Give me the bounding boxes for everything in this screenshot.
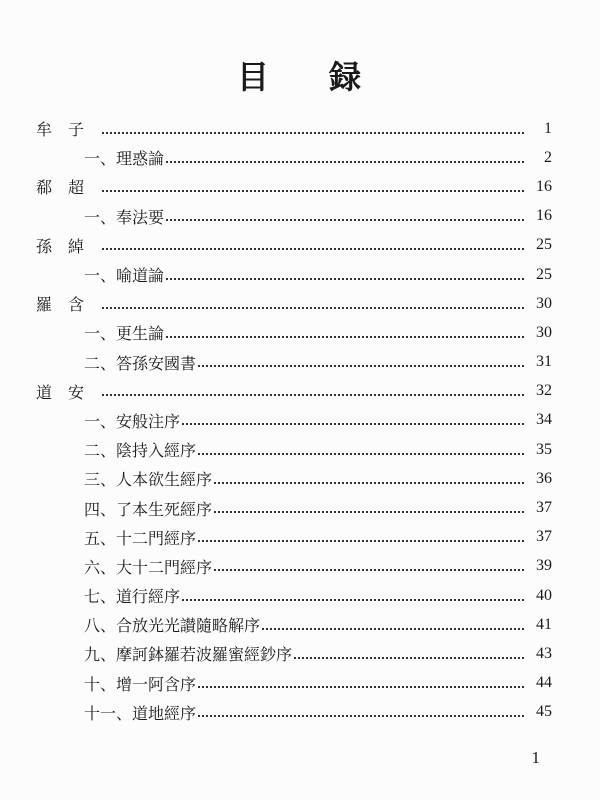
toc-entry-page: 30 [536,323,552,341]
toc-entry-label: 一、喻道論 [84,266,165,286]
dot-leader [102,394,524,396]
dot-leader [198,540,524,542]
toc-entry-label: 五、十二門經序 [84,528,197,548]
toc-entry-label: 一、安般注序 [84,411,181,431]
toc-entry-label: 一、奉法要 [84,207,165,227]
toc-entry-page: 39 [536,557,552,575]
toc-author-entry [36,114,552,143]
toc-entry-label: 八、合放光光讃隨略解序 [84,616,261,636]
dot-leader [102,132,524,134]
toc-sub-entry [36,493,552,522]
toc-entry-label: 七、道行經序 [84,587,181,607]
toc-entry-label: 郗超 [36,178,101,198]
toc-entry-label: 道安 [36,382,101,402]
toc-entry-page: 16 [536,207,552,225]
dot-leader [214,482,524,484]
toc-entry-page: 36 [536,469,552,487]
toc-entry-label: 牟子 [36,120,101,140]
toc-entry-label: 九、摩訶鉢羅若波羅蜜經鈔序 [84,645,293,665]
toc-entry-page: 44 [536,674,552,692]
dot-leader [214,569,524,571]
dot-leader [198,715,524,717]
toc-entry-label: 二、答孫安國書 [84,353,197,373]
toc-sub-entry [36,406,552,435]
dot-leader [102,307,524,309]
toc-sub-entry [36,552,552,581]
toc-entry-page: 45 [536,703,552,721]
dot-leader [198,686,524,688]
toc-entry-label: 一、理惑論 [84,149,165,169]
toc-entry-label: 十、增一阿含序 [84,674,197,694]
table-of-contents [36,114,552,727]
toc-sub-entry [36,464,552,493]
dot-leader [182,599,524,601]
toc-author-entry [36,377,552,406]
toc-sub-entry [36,348,552,377]
dot-leader [102,248,524,250]
dot-leader [214,511,524,513]
toc-sub-entry [36,202,552,231]
toc-entry-label: 孫綽 [36,236,101,256]
toc-entry-page: 32 [536,382,552,400]
toc-entry-page: 30 [536,294,552,312]
toc-entry-page: 41 [536,615,552,633]
toc-sub-entry [36,698,552,727]
toc-sub-entry [36,523,552,552]
toc-entry-page: 2 [544,148,552,166]
toc-entry-page: 35 [536,440,552,458]
dot-leader [166,161,524,163]
toc-entry-label: 十一、道地經序 [84,703,197,723]
toc-entry-page: 25 [536,265,552,283]
toc-sub-entry [36,669,552,698]
toc-author-entry [36,172,552,201]
toc-entry-page: 37 [536,499,552,517]
toc-entry-label: 羅含 [36,295,101,315]
dot-leader [166,336,524,338]
toc-entry-page: 1 [544,119,552,137]
dot-leader [198,453,524,455]
toc-sub-entry [36,260,552,289]
toc-sub-entry [36,639,552,668]
dot-leader [166,278,524,280]
toc-entry-label: 一、更生論 [84,324,165,344]
page-number: 1 [531,748,540,767]
page-title [0,52,600,98]
toc-entry-label: 六、大十二門經序 [84,557,213,577]
dot-leader [294,657,524,659]
toc-entry-label: 四、了本生死經序 [84,499,213,519]
toc-entry-page: 16 [536,177,552,195]
toc-entry-page: 25 [536,236,552,254]
dot-leader [102,190,524,192]
dot-leader [166,219,524,221]
toc-entry-page: 37 [536,528,552,546]
toc-author-entry [36,231,552,260]
toc-sub-entry [36,581,552,610]
toc-sub-entry [36,610,552,639]
toc-entry-page: 31 [536,353,552,371]
dot-leader [198,365,524,367]
toc-sub-entry [36,435,552,464]
toc-entry-page: 34 [536,411,552,429]
toc-sub-entry [36,318,552,347]
title-char-1: 目 [236,58,271,96]
dot-leader [182,423,524,425]
dot-leader [262,628,524,630]
toc-entry-label: 三、人本欲生經序 [84,470,213,490]
toc-entry-label: 二、陰持入經序 [84,441,197,461]
toc-entry-page: 40 [536,586,552,604]
title-char-2: 録 [329,58,364,96]
toc-author-entry [36,289,552,318]
toc-sub-entry [36,143,552,172]
toc-entry-page: 43 [536,644,552,662]
